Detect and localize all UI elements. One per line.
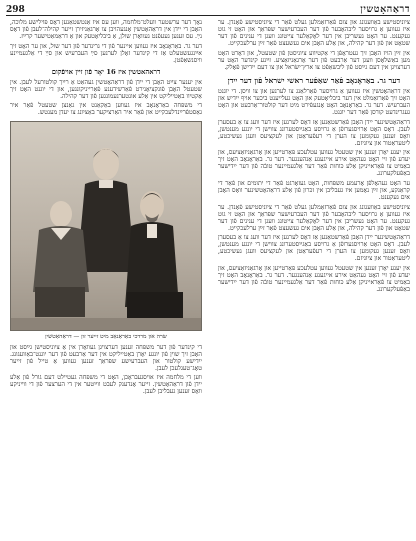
family-photo-image — [11, 122, 201, 330]
page-header — [6, 1, 410, 16]
paragraph: ער האָט געהאָלפֿן אָרעמע משפּחות, האָט געזאָרגט פֿאַר די יתומים און פֿאַר די קראַנקע, און זײַן נאָמען איז געבליבן אין זכּרון פֿון אַלע דראַהאָטשינער וואָס האָבן אים געקענט. — [218, 179, 410, 201]
paragraph: די קינדער פֿון דער משפּחה זענען דערצויגן געוואָרן אין אַ ציוניסטישן גײַסט און האָבן זיך שוין פֿון יונגע יאָרן באַטייליקט אין דער אַרבעט פֿון דער יוגנט־באַוועגונג. ייִדישע קולטור און העברעיִשע שפּראַך זענען געווען אַ טייל פֿון זייער טאָג־טעגלעכן לעבן. — [10, 343, 202, 372]
paragraph: אין דראַהאָטשין איז געווען אַ גרויסער פֿאַרלאַנג צו לערנען און צו וויסן. די יוגנט האָט זיך פֿאַרזאַמלט אין דער ביבליאָטעק און האָט געלייענט ביכער אויף ייִדיש און העברעיִש. דער גר. באַראָנאָב האָט אָנגעפֿירט מיט דער קולטור־אַרבעט און האָט געגרינדעט קורסן פֿאַר דער יוגנט. — [218, 87, 410, 116]
paragraph: ציוניסטישע באַוועגונג און צום פֿאַרזאַמלען געלט פֿאַר די ציוניסטישע פֿאָנדן. ער איז געווען אַ גרויסער ליבהאָבער פֿון דער העברעיִשער שפּראַך און האָט זי גוט געקענט. ער האָט געשריבן אין דער לאָקאַלער צייטונג וועגן די ענינים פֿון דער שטאָט און פֿון דער קהילה, און אַלע האָבן אים געשעצט פֿאַר זײַן ערלעכקייט. — [218, 203, 410, 232]
paragraph: ווען די מלחמה איז אויסגעבראָכן, האָט די משפּחה געטיילט דעם גורל פֿון אַלע יידן פֿון דראַהאָטשין. זייער אָנדענק לעבט ווײַטער אין די הערצער פֿון די ווײניקע וואָס זענען געבליבן לעבן. — [10, 374, 202, 396]
left-column — [10, 19, 202, 534]
paragraph: אין יענע יאָרן זענען אין שטעטל געווען עטלעכע פּאַרטייען און אָרגאַניזאַציעס, און יעדע פֿון זיי האָט געהאַט אירע אייגענע אַנהענגער. דער גר. באַראָנאָב האָט זיך באַמיט צו פֿאַראייניקן אַלע כּוחות פֿאַר דער אַלגעמיינער טובֿה פֿון דער ייִדישער באַפֿעלקערונג. — [218, 264, 410, 294]
paragraph: אין זײַן הויז האָבן זיך געטראָפֿן די אַקטיווע ציוניסטן פֿון שטעטל, און דאָרט האָט מען באַשלאָסן וועגן דער אַרבעט פֿון דער אָרגאַניזאַציע. זײַנע קינדער האָט ער דערצויגן אין דעם גײַסט פֿון ליבשאַפֿט צו ארץ־ישׂראל און צו דעם ייִדישן פֿאָלק. — [218, 49, 410, 71]
running-title: דראַהאָטשין — [360, 4, 410, 15]
paragraph: דראַהאָטשינער יידן האָבן פֿאַרשטאַנען אַז דאָס לערנען איז דער וועג צו אַ בעסערן לעבן. דאָס האָט אַרויסגערופֿן אַ גרויסע באַגײַסטערונג צווישן די יונגע מענטשן, וואָס זענען געקומען צו הערן די רעפֿעראַטן און לעקציעס וועגן געשיכטע, ליטעראַטור און ציוניזם. — [218, 234, 410, 263]
paragraph: אין יענער צײַט האָבן די יידן פֿון דראַהאָטשין געהאַט אַ רײַך קולטורעל לעבן. אין שטעטל האָבן פֿונקציאָנירט פֿאַרשידענע פֿאַרייניקונגען, און די יוגנט האָט זיך אַקטיוו באַטייליקט אין אַלע אונטערנעמונגען פֿון דער קהילה. — [10, 78, 202, 100]
page-number: 298 — [6, 5, 25, 15]
right-column — [218, 19, 410, 534]
paragraph: דער גר. באַראָנאָב איז געווען איינער פֿון די גרינדער פֿון דער שול, און ער האָט זיך אײַנגעשטעלט אַז די קינדער זאָלן לערנען סײַ העברעיִש און סײַ די אַלגעמיינע וויסנשאַפֿטן. — [10, 42, 202, 64]
paragraph: ציוניסטישע באַוועגונג און צום פֿאַרזאַמלען געלט פֿאַר די ציוניסטישע פֿאָנדן. ער איז געווען אַ גרויסער ליבהאָבער פֿון דער העברעיִשער שפּראַך און האָט זי גוט געקענט. ער האָט געשריבן אין דער לאָקאַלער צייטונג וועגן די ענינים פֿון דער שטאָט און פֿון דער קהילה, און אַלע האָבן אים געשעצט פֿאַר זײַן ערלעכקייט. — [218, 19, 410, 48]
family-photo — [10, 121, 202, 331]
paragraph: די משפּחה באַראָנאָב איז געווען באַקאַנט אין גאַנצן שטעטל פֿאַר איר גאַסטפֿרײַנדלעכקייט און פֿאַר איר האַרציקער באַציִונג צו יעדן מענטש. — [10, 102, 202, 117]
photo-caption: שׂרה און מרדכי באַראָנאָב מיט זייער זון — דראַהאָטשין — [45, 333, 167, 340]
paragraph: אין יענע יאָרן זענען אין שטעטל געווען עטלעכע פּאַרטייען און אָרגאַניזאַציעס, און יעדע פֿון זיי האָט געהאַט אירע אייגענע אַנהענגער. דער גר. באַראָנאָב האָט זיך באַמיט צו פֿאַראייניקן אַלע כּוחות פֿאַר דער אַלגעמיינער טובֿה פֿון דער ייִדישער באַפֿעלקערונג. — [218, 149, 410, 178]
paragraph: דראַהאָטשינער יידן האָבן פֿאַרשטאַנען אַז דאָס לערנען איז דער וועג צו אַ בעסערן לעבן. דאָס האָט אַרויסגערופֿן אַ גרויסע באַגײַסטערונג צווישן די יונגע מענטשן, וואָס זענען געקומען צו הערן די רעפֿעראַטן און לעקציעס וועגן געשיכטע, ליטעראַטור און ציוניזם. — [218, 118, 410, 147]
section-title: דער גר. באַראָנאָב פֿאַר שאַפֿער ראשי ישראל פֿון דער יידן — [227, 75, 401, 85]
subheading: דראהאטשין איז 16 יאָר פֿון זיין אויפֿקום — [51, 67, 161, 76]
paragraph: נאָך דער ערשטער וועלט־מלחמה, ווען עס איז אַנטשטאַנען דאָס פּוילישע מלוכה, האָבן די יידן אין דראַהאָטשין אָנגעהויבן צו אָרגאַניזירן זייער קהילה־לעבן פֿון דאָס נײַ. עס זענען געעפֿנט געוואָרן שולן, אַ ביבליאָטעק און אַ דראַמאַטישער קרײַז. — [10, 19, 202, 41]
